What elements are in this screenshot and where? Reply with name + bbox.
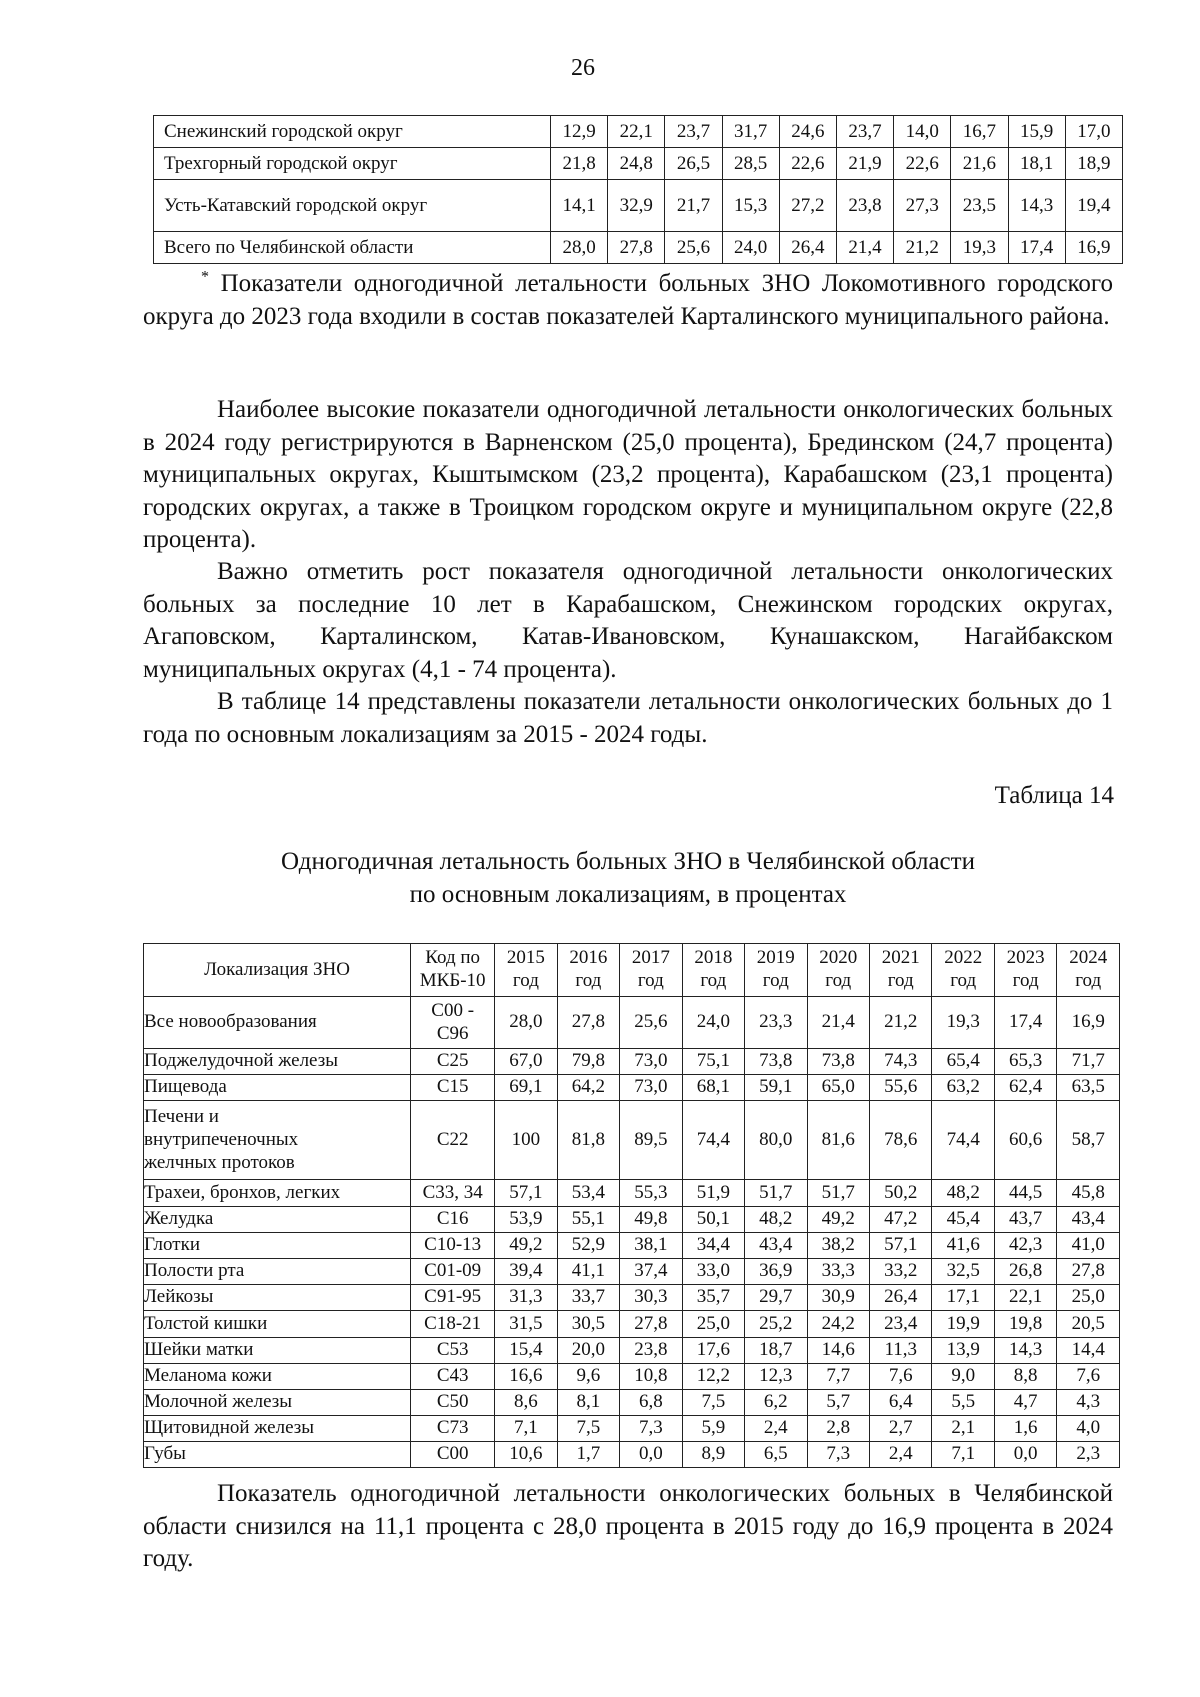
value-cell: 42,3 xyxy=(994,1232,1056,1258)
value-cell: 15,9 xyxy=(1008,116,1065,148)
value-cell: 33,2 xyxy=(869,1258,931,1284)
value-cell: 6,4 xyxy=(869,1389,931,1415)
icd-code: С16 xyxy=(411,1206,495,1232)
header-localization: Локализация ЗНО xyxy=(144,944,411,997)
value-cell: 8,9 xyxy=(682,1442,744,1468)
table-row xyxy=(144,1389,1120,1415)
value-cell: 27,8 xyxy=(608,232,665,264)
value-cell: 21,6 xyxy=(951,148,1008,180)
value-cell: 16,9 xyxy=(1057,997,1120,1049)
table-row xyxy=(144,1363,1120,1389)
paragraph-highest-rates: Наиболее высокие показатели одногодичной летальности онкологических больных в 2024 году регистрируются в Варненском (25,0 процента), Брединском (24,7 процента) муниципальных округах, Кыштымском (23,2 процента), Карабашском (23,1 процента) городских округах, а также в Троицком городском округе и муниципальном округе (22,8 процента). xyxy=(143,396,1113,553)
value-cell: 43,4 xyxy=(1057,1206,1120,1232)
icd-code: С00 xyxy=(411,1442,495,1468)
value-cell: 73,8 xyxy=(807,1049,869,1075)
district-name: Всего по Челябинской области xyxy=(154,232,551,264)
value-cell: 21,2 xyxy=(869,997,931,1049)
value-cell: 25,0 xyxy=(1057,1285,1120,1311)
table-row xyxy=(144,1049,1120,1075)
value-cell: 27,8 xyxy=(1057,1258,1120,1284)
localization-name: Полости рта xyxy=(144,1258,411,1284)
value-cell: 24,0 xyxy=(722,232,779,264)
icd-code: С73 xyxy=(411,1416,495,1442)
value-cell: 53,9 xyxy=(495,1206,557,1232)
localization-name: Лейкозы xyxy=(144,1285,411,1311)
value-cell: 12,2 xyxy=(682,1363,744,1389)
value-cell: 24,0 xyxy=(682,997,744,1049)
header-year: 2015 год xyxy=(495,944,557,997)
value-cell: 35,7 xyxy=(682,1285,744,1311)
value-cell: 10,6 xyxy=(495,1442,557,1468)
value-cell: 21,2 xyxy=(894,232,951,264)
value-cell: 53,4 xyxy=(557,1180,619,1206)
value-cell: 12,9 xyxy=(551,116,608,148)
value-cell: 60,6 xyxy=(994,1101,1056,1180)
localization-name: Толстой кишки xyxy=(144,1311,411,1337)
district-name: Снежинский городской округ xyxy=(154,116,551,148)
value-cell: 33,7 xyxy=(557,1285,619,1311)
value-cell: 30,9 xyxy=(807,1285,869,1311)
header-year: 2018 год xyxy=(682,944,744,997)
value-cell: 21,4 xyxy=(836,232,893,264)
value-cell: 18,7 xyxy=(745,1337,807,1363)
value-cell: 8,8 xyxy=(994,1363,1056,1389)
icd-code: С01-09 xyxy=(411,1258,495,1284)
value-cell: 30,3 xyxy=(620,1285,682,1311)
value-cell: 62,4 xyxy=(994,1075,1056,1101)
table-row xyxy=(144,1075,1120,1101)
value-cell: 37,4 xyxy=(620,1258,682,1284)
value-cell: 8,6 xyxy=(495,1389,557,1415)
value-cell: 7,3 xyxy=(807,1442,869,1468)
value-cell: 23,8 xyxy=(620,1337,682,1363)
value-cell: 6,8 xyxy=(620,1389,682,1415)
localization-name: Поджелудочной железы xyxy=(144,1049,411,1075)
value-cell: 30,5 xyxy=(557,1311,619,1337)
value-cell: 7,7 xyxy=(807,1363,869,1389)
icd-code: С91-95 xyxy=(411,1285,495,1311)
value-cell: 22,1 xyxy=(608,116,665,148)
header-year: 2019 год xyxy=(745,944,807,997)
value-cell: 41,1 xyxy=(557,1258,619,1284)
value-cell: 7,3 xyxy=(620,1416,682,1442)
header-year: 2024 год xyxy=(1057,944,1120,997)
table-row xyxy=(144,1206,1120,1232)
paragraph-growth: Важно отметить рост показателя одногодичной летальности онкологических больных за последние 10 лет в Карабашском, Снежинском городских округах, Агаповском, Карталинском, Катав-Ивановском, Кунашакском, Нагайбакском муниципальных округах (4,1 - 74 процента). xyxy=(143,558,1113,683)
district-mortality-table xyxy=(153,115,1123,264)
value-cell: 63,5 xyxy=(1057,1075,1120,1101)
value-cell: 51,7 xyxy=(745,1180,807,1206)
table-row xyxy=(144,1311,1120,1337)
value-cell: 65,4 xyxy=(932,1049,994,1075)
value-cell: 6,2 xyxy=(745,1389,807,1415)
table-row xyxy=(144,1101,1120,1180)
header-code-line1: Код по xyxy=(425,947,481,969)
value-cell: 80,0 xyxy=(745,1101,807,1180)
value-cell: 7,6 xyxy=(1057,1363,1120,1389)
value-cell: 4,0 xyxy=(1057,1416,1120,1442)
value-cell: 34,4 xyxy=(682,1232,744,1258)
value-cell: 18,9 xyxy=(1065,148,1122,180)
table-header-row xyxy=(144,944,1120,997)
value-cell: 9,0 xyxy=(932,1363,994,1389)
value-cell: 16,6 xyxy=(495,1363,557,1389)
value-cell: 27,3 xyxy=(894,180,951,232)
value-cell: 19,3 xyxy=(951,232,1008,264)
value-cell: 41,6 xyxy=(932,1232,994,1258)
localization-name: Глотки xyxy=(144,1232,411,1258)
icd-code: С00 - С96 xyxy=(411,997,495,1049)
value-cell: 38,1 xyxy=(620,1232,682,1258)
value-cell: 20,0 xyxy=(557,1337,619,1363)
value-cell: 28,0 xyxy=(551,232,608,264)
value-cell: 19,3 xyxy=(932,997,994,1049)
value-cell: 68,1 xyxy=(682,1075,744,1101)
value-cell: 41,0 xyxy=(1057,1232,1120,1258)
value-cell: 22,6 xyxy=(894,148,951,180)
value-cell: 13,9 xyxy=(932,1337,994,1363)
value-cell: 14,0 xyxy=(894,116,951,148)
value-cell: 11,3 xyxy=(869,1337,931,1363)
value-cell: 5,9 xyxy=(682,1416,744,1442)
value-cell: 5,5 xyxy=(932,1389,994,1415)
icd-code: С18-21 xyxy=(411,1311,495,1337)
table-row xyxy=(154,232,1123,264)
value-cell: 0,0 xyxy=(994,1442,1056,1468)
value-cell: 45,8 xyxy=(1057,1180,1120,1206)
value-cell: 17,6 xyxy=(682,1337,744,1363)
value-cell: 17,4 xyxy=(994,997,1056,1049)
value-cell: 2,4 xyxy=(869,1442,931,1468)
value-cell: 69,1 xyxy=(495,1075,557,1101)
header-code-line2: МКБ-10 xyxy=(419,970,486,991)
footnote xyxy=(143,268,1113,333)
value-cell: 2,1 xyxy=(932,1416,994,1442)
value-cell: 58,7 xyxy=(1057,1101,1120,1180)
value-cell: 25,6 xyxy=(665,232,722,264)
value-cell: 57,1 xyxy=(869,1232,931,1258)
value-cell: 51,7 xyxy=(807,1180,869,1206)
value-cell: 15,4 xyxy=(495,1337,557,1363)
value-cell: 33,0 xyxy=(682,1258,744,1284)
value-cell: 2,8 xyxy=(807,1416,869,1442)
header-year: 2020 год xyxy=(807,944,869,997)
table-row xyxy=(154,180,1123,232)
value-cell: 27,8 xyxy=(557,997,619,1049)
localization-name: Печени и внутрипеченочных желчных протоков xyxy=(144,1101,411,1180)
table-title xyxy=(143,845,1113,911)
value-cell: 63,2 xyxy=(932,1075,994,1101)
localization-name: Пищевода xyxy=(144,1075,411,1101)
localization-name: Меланома кожи xyxy=(144,1363,411,1389)
value-cell: 49,8 xyxy=(620,1206,682,1232)
district-name: Трехгорный городской округ xyxy=(154,148,551,180)
value-cell: 26,8 xyxy=(994,1258,1056,1284)
closing-paragraph: Показатель одногодичной летальности онкологических больных в Челябинской области снизился на 11,1 процента с 28,0 процента в 2015 году до 16,9 процента в 2024 году. xyxy=(143,1480,1113,1572)
value-cell: 51,9 xyxy=(682,1180,744,1206)
district-name: Усть-Катавский городской округ xyxy=(154,180,551,232)
value-cell: 26,4 xyxy=(779,232,836,264)
value-cell: 45,4 xyxy=(932,1206,994,1232)
icd-code: С15 xyxy=(411,1075,495,1101)
value-cell: 26,4 xyxy=(869,1285,931,1311)
value-cell: 55,3 xyxy=(620,1180,682,1206)
value-cell: 74,3 xyxy=(869,1049,931,1075)
icd-code: С10-13 xyxy=(411,1232,495,1258)
icd-code: С33, 34 xyxy=(411,1180,495,1206)
value-cell: 25,6 xyxy=(620,997,682,1049)
value-cell: 7,1 xyxy=(495,1416,557,1442)
table-label: Таблица 14 xyxy=(994,782,1114,809)
value-cell: 21,4 xyxy=(807,997,869,1049)
table-row xyxy=(144,1258,1120,1284)
value-cell: 65,3 xyxy=(994,1049,1056,1075)
value-cell: 38,2 xyxy=(807,1232,869,1258)
header-code xyxy=(411,944,495,997)
value-cell: 23,7 xyxy=(665,116,722,148)
value-cell: 50,1 xyxy=(682,1206,744,1232)
table-row xyxy=(144,1416,1120,1442)
value-cell: 19,8 xyxy=(994,1311,1056,1337)
value-cell: 22,6 xyxy=(779,148,836,180)
value-cell: 17,1 xyxy=(932,1285,994,1311)
header-year: 2023 год xyxy=(994,944,1056,997)
value-cell: 31,7 xyxy=(722,116,779,148)
value-cell: 81,6 xyxy=(807,1101,869,1180)
value-cell: 7,1 xyxy=(932,1442,994,1468)
table-row xyxy=(144,997,1120,1049)
page-number: 26 xyxy=(571,55,595,81)
table-row xyxy=(144,1337,1120,1363)
icd-code: С43 xyxy=(411,1363,495,1389)
value-cell: 55,1 xyxy=(557,1206,619,1232)
value-cell: 89,5 xyxy=(620,1101,682,1180)
value-cell: 28,5 xyxy=(722,148,779,180)
value-cell: 29,7 xyxy=(745,1285,807,1311)
value-cell: 14,3 xyxy=(1008,180,1065,232)
value-cell: 20,5 xyxy=(1057,1311,1120,1337)
value-cell: 1,6 xyxy=(994,1416,1056,1442)
value-cell: 78,6 xyxy=(869,1101,931,1180)
value-cell: 21,8 xyxy=(551,148,608,180)
value-cell: 23,4 xyxy=(869,1311,931,1337)
value-cell: 26,5 xyxy=(665,148,722,180)
value-cell: 10,8 xyxy=(620,1363,682,1389)
value-cell: 12,3 xyxy=(745,1363,807,1389)
value-cell: 59,1 xyxy=(745,1075,807,1101)
value-cell: 4,7 xyxy=(994,1389,1056,1415)
header-year: 2017 год xyxy=(620,944,682,997)
icd-code: С22 xyxy=(411,1101,495,1180)
value-cell: 16,9 xyxy=(1065,232,1122,264)
localization-name: Желудка xyxy=(144,1206,411,1232)
value-cell: 73,8 xyxy=(745,1049,807,1075)
value-cell: 43,4 xyxy=(745,1232,807,1258)
value-cell: 24,6 xyxy=(779,116,836,148)
table-row xyxy=(144,1180,1120,1206)
icd-code: С25 xyxy=(411,1049,495,1075)
value-cell: 73,0 xyxy=(620,1075,682,1101)
localization-name: Щитовидной железы xyxy=(144,1416,411,1442)
value-cell: 18,1 xyxy=(1008,148,1065,180)
value-cell: 52,9 xyxy=(557,1232,619,1258)
table-row xyxy=(154,148,1123,180)
value-cell: 9,6 xyxy=(557,1363,619,1389)
value-cell: 21,9 xyxy=(836,148,893,180)
value-cell: 4,3 xyxy=(1057,1389,1120,1415)
value-cell: 74,4 xyxy=(932,1101,994,1180)
table-row xyxy=(154,116,1123,148)
localization-name: Трахеи, бронхов, легких xyxy=(144,1180,411,1206)
value-cell: 48,2 xyxy=(745,1206,807,1232)
header-year: 2016 год xyxy=(557,944,619,997)
value-cell: 57,1 xyxy=(495,1180,557,1206)
value-cell: 17,4 xyxy=(1008,232,1065,264)
value-cell: 14,1 xyxy=(551,180,608,232)
value-cell: 27,8 xyxy=(620,1311,682,1337)
value-cell: 23,5 xyxy=(951,180,1008,232)
value-cell: 24,2 xyxy=(807,1311,869,1337)
header-year: 2021 год xyxy=(869,944,931,997)
value-cell: 49,2 xyxy=(807,1206,869,1232)
value-cell: 15,3 xyxy=(722,180,779,232)
value-cell: 25,0 xyxy=(682,1311,744,1337)
table-title-line1: Одногодичная летальность больных ЗНО в Челябинской области xyxy=(281,848,975,875)
value-cell: 32,9 xyxy=(608,180,665,232)
table-row xyxy=(144,1232,1120,1258)
value-cell: 55,6 xyxy=(869,1075,931,1101)
value-cell: 81,8 xyxy=(557,1101,619,1180)
value-cell: 7,5 xyxy=(682,1389,744,1415)
value-cell: 65,0 xyxy=(807,1075,869,1101)
localization-mortality-table xyxy=(143,943,1120,1468)
value-cell: 73,0 xyxy=(620,1049,682,1075)
value-cell: 47,2 xyxy=(869,1206,931,1232)
value-cell: 50,2 xyxy=(869,1180,931,1206)
value-cell: 43,7 xyxy=(994,1206,1056,1232)
value-cell: 44,5 xyxy=(994,1180,1056,1206)
localization-name: Молочной железы xyxy=(144,1389,411,1415)
localization-name: Шейки матки xyxy=(144,1337,411,1363)
value-cell: 23,3 xyxy=(745,997,807,1049)
value-cell: 23,7 xyxy=(836,116,893,148)
value-cell: 48,2 xyxy=(932,1180,994,1206)
footnote-mark: * xyxy=(201,268,209,286)
value-cell: 17,0 xyxy=(1065,116,1122,148)
value-cell: 28,0 xyxy=(495,997,557,1049)
value-cell: 24,8 xyxy=(608,148,665,180)
value-cell: 22,1 xyxy=(994,1285,1056,1311)
value-cell: 8,1 xyxy=(557,1389,619,1415)
value-cell: 32,5 xyxy=(932,1258,994,1284)
value-cell: 75,1 xyxy=(682,1049,744,1075)
value-cell: 7,6 xyxy=(869,1363,931,1389)
table-row xyxy=(144,1442,1120,1468)
footnote-text: Показатели одногодичной летальности больных ЗНО Локомотивного городского округа до 2023 года входили в состав показателей Карталинского муниципального района. xyxy=(143,270,1113,330)
value-cell: 21,7 xyxy=(665,180,722,232)
value-cell: 71,7 xyxy=(1057,1049,1120,1075)
value-cell: 6,5 xyxy=(745,1442,807,1468)
value-cell: 23,8 xyxy=(836,180,893,232)
value-cell: 49,2 xyxy=(495,1232,557,1258)
value-cell: 33,3 xyxy=(807,1258,869,1284)
value-cell: 31,3 xyxy=(495,1285,557,1311)
value-cell: 14,4 xyxy=(1057,1337,1120,1363)
value-cell: 39,4 xyxy=(495,1258,557,1284)
icd-code: С50 xyxy=(411,1389,495,1415)
value-cell: 2,4 xyxy=(745,1416,807,1442)
icd-code: С53 xyxy=(411,1337,495,1363)
value-cell: 0,0 xyxy=(620,1442,682,1468)
value-cell: 64,2 xyxy=(557,1075,619,1101)
header-year: 2022 год xyxy=(932,944,994,997)
localization-name: Губы xyxy=(144,1442,411,1468)
value-cell: 31,5 xyxy=(495,1311,557,1337)
value-cell: 16,7 xyxy=(951,116,1008,148)
value-cell: 25,2 xyxy=(745,1311,807,1337)
value-cell: 2,3 xyxy=(1057,1442,1120,1468)
value-cell: 79,8 xyxy=(557,1049,619,1075)
value-cell: 74,4 xyxy=(682,1101,744,1180)
value-cell: 5,7 xyxy=(807,1389,869,1415)
value-cell: 1,7 xyxy=(557,1442,619,1468)
value-cell: 19,4 xyxy=(1065,180,1122,232)
value-cell: 2,7 xyxy=(869,1416,931,1442)
value-cell: 100 xyxy=(495,1101,557,1180)
value-cell: 27,2 xyxy=(779,180,836,232)
value-cell: 36,9 xyxy=(745,1258,807,1284)
table-row xyxy=(144,1285,1120,1311)
value-cell: 14,6 xyxy=(807,1337,869,1363)
value-cell: 19,9 xyxy=(932,1311,994,1337)
value-cell: 7,5 xyxy=(557,1416,619,1442)
value-cell: 67,0 xyxy=(495,1049,557,1075)
value-cell: 14,3 xyxy=(994,1337,1056,1363)
table-title-line2: по основным локализациям, в процентах xyxy=(409,881,847,908)
paragraph-table-intro: В таблице 14 представлены показатели летальности онкологических больных до 1 года по основным локализациям за 2015 - 2024 годы. xyxy=(143,688,1113,748)
localization-name: Все новообразования xyxy=(144,997,411,1049)
